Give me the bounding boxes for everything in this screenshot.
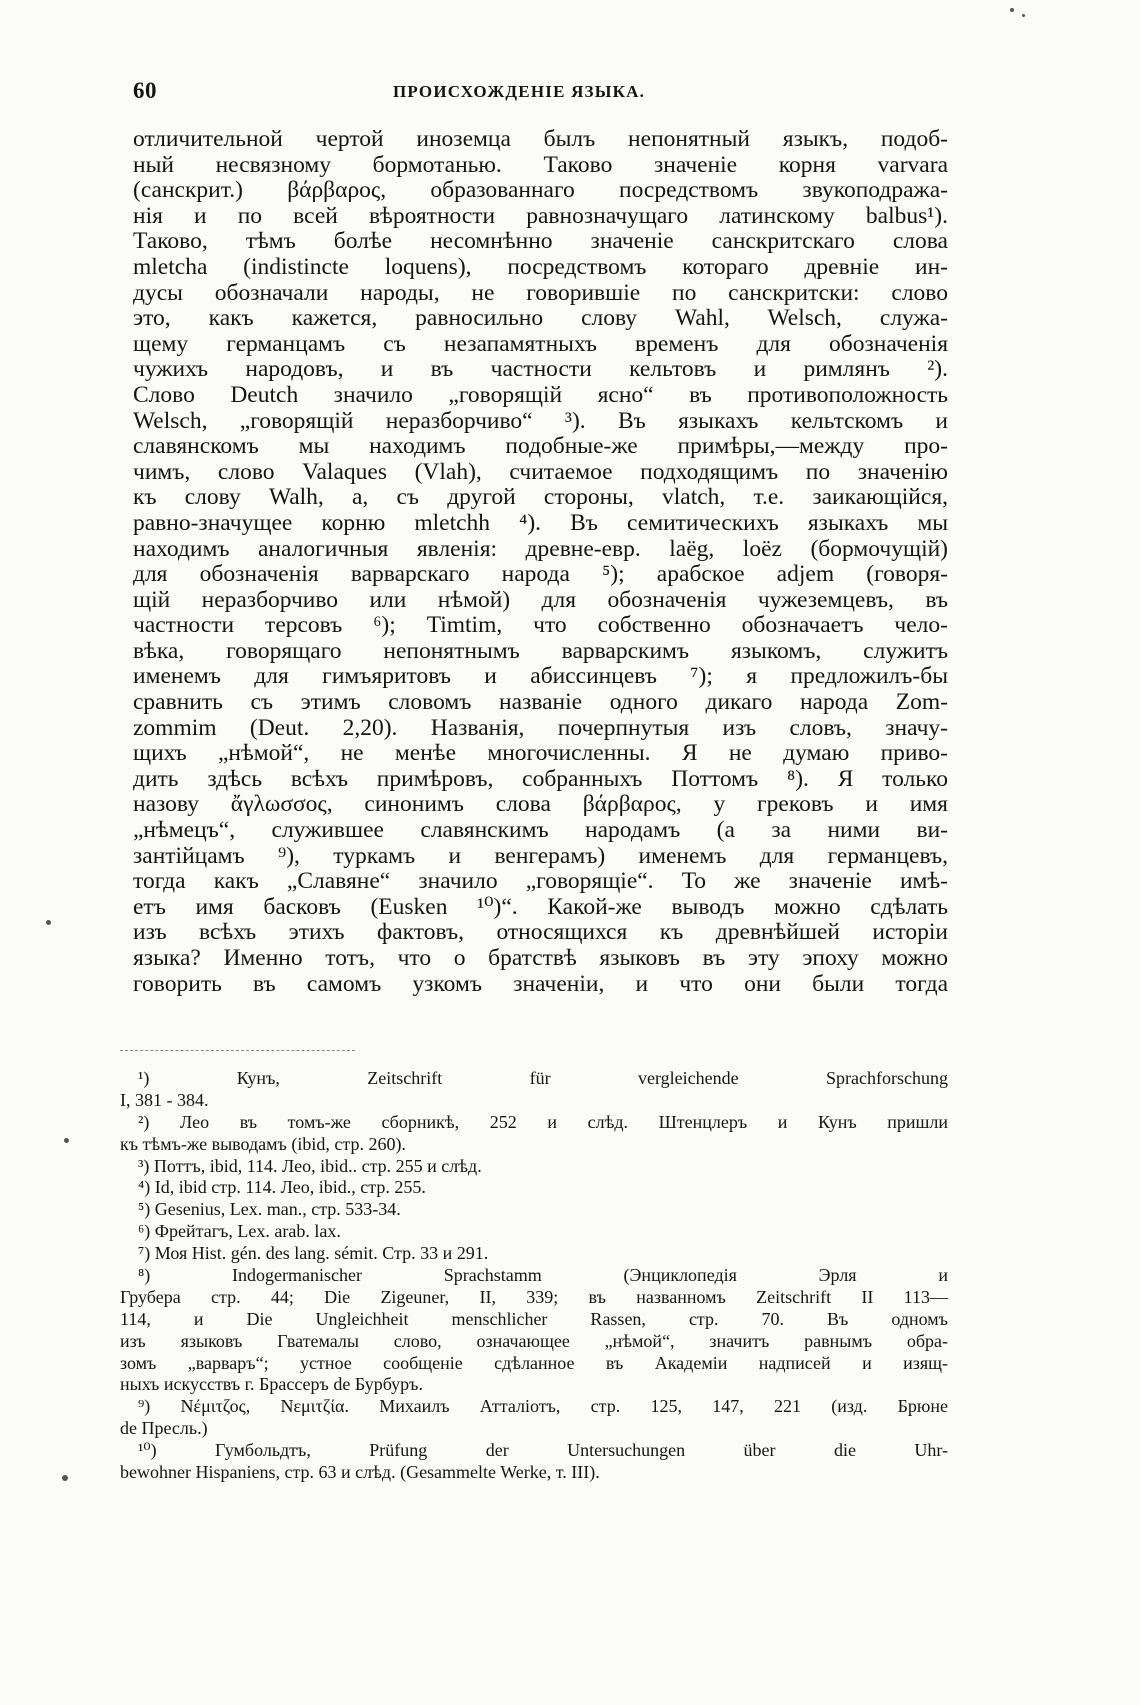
footnote-line: Грубера стр. 44; Die Zigeuner, II, 339; въ названномъ Zeitschrift II 113— [120,1286,948,1307]
text-line: сравнить съ этимъ словомъ названіе одного дикаго народа Zom- [133,689,948,716]
text-line: щему германцамъ съ незапамятныхъ временъ для обозначенія [133,330,948,357]
text-line: (санскрит.) βάρβαρος, образованнаго посредствомъ звукоподража- [133,177,948,204]
footnote-line: ⁷) Моя Hist. gén. des lang. sémit. Стр. 33 и 291. [138,1243,489,1264]
text-line: чимъ, слово Valaques (Vlah), считаемое подходящимъ по значенію [133,458,948,485]
text-line: зантійцамъ ⁹), туркамъ и венгерамъ) именемъ для германцевъ, [133,842,948,869]
text-line: дить здѣсь всѣхъ примѣровъ, собранныхъ Поттомъ ⁸). Я только [133,765,948,792]
scan-speck [46,920,51,925]
text-line: назову ἄγλωσσος, синонимъ слова βάρβαρος, у грековъ и имя [133,791,948,818]
text-line: ный несвязному бормотанью. Таково значеніе корня varvara [133,151,948,178]
footnote-line: 114, и Die Ungleichheit menschlicher Rassen, стр. 70. Въ одномъ [120,1308,948,1329]
text-line: къ слову Walh, а, съ другой стороны, vlatch, т.е. заикающійся, [133,484,948,511]
text-line: щихъ „нѣмой“, не менѣе многочисленны. Я не думаю приво- [133,740,948,767]
footnote-line: ⁵) Gesenius, Lex. man., стр. 533-34. [138,1199,401,1220]
text-line: щій неразборчиво или нѣмой) для обозначенія чужеземцевъ, въ [133,586,948,613]
main-text [133,127,948,997]
footnote-line: ⁸) Indogermanischer Sprachstamm (Энциклопедія Эрля и [138,1265,948,1286]
scan-speck [64,1138,69,1143]
text-line: изъ всѣхъ этихъ фактовъ, относящихся къ древнѣйшей исторіи [133,919,948,946]
footnote-separator [120,1050,355,1051]
text-line: славянскомъ мы находимъ подобные-же примѣры,—между про- [133,433,948,460]
footnote-line: ³) Поттъ, ibid, 114. Лео, ibid.. стр. 255 и слѣд. [138,1155,482,1176]
text-line: чужихъ народовъ, и въ частности кельтовъ и римлянъ ²). [133,356,948,383]
text-line: находимъ аналогичныя явленія: древне-евр. laëg, loëz (бормочущій) [133,535,948,562]
text-line: zommim (Deut. 2,20). Названія, почерпнутыя изъ словъ, значу- [133,714,948,741]
text-line: вѣка, говорящаго непонятнымъ варварскимъ языкомъ, служитъ [133,637,948,664]
scan-speck [1022,14,1025,17]
text-line: нія и по всей вѣроятности равнозначущаго латинскому balbus¹). [133,202,948,229]
footnotes [120,1068,948,1484]
text-line: тогда какъ „Славяне“ значило „говорящіе“. То же значеніе имѣ- [133,868,948,895]
text-line: „нѣмецъ“, служившее славянскимъ народамъ (а за ними ви- [133,817,948,844]
footnote-line: de Пресль.) [120,1418,208,1439]
page-header [133,78,948,114]
text-line: равно-значущее корню mletchh ⁴). Въ семитическихъ языкахъ мы [133,509,948,536]
footnote-line: ²) Лео въ томъ-же сборникѣ, 252 и слѣд. Штенцлеръ и Кунъ пришли [138,1111,948,1132]
text-line: языка? Именно тотъ, что о братствѣ языковъ въ эту эпоху можно [133,945,948,971]
running-title: ПРОИСХОЖДЕНІЕ ЯЗЫКА. [393,82,646,101]
footnote-line: ⁶) Фрейтагъ, Lex. arab. lax. [138,1221,341,1242]
footnote-line: къ тѣмъ-же выводамъ (ibid, стр. 260). [120,1133,406,1154]
page-number: 60 [133,78,157,103]
footnote-line: I, 381 - 384. [120,1089,209,1110]
footnote-line: изъ языковъ Гватемалы слово, означающее „нѣмой“, значитъ равнымъ обра- [120,1330,948,1351]
scan-speck [62,1475,68,1481]
text-line: Слово Deutch значило „говорящій ясно“ въ противоположность [133,381,948,408]
footnote-line: ныхъ искусствъ г. Брассеръ de Бурбуръ. [120,1374,423,1395]
text-line: это, какъ кажется, равносильно слову Wahl, Welsch, служа- [133,305,948,332]
text-line: отличительной чертой иноземца былъ непонятный языкъ, подоб- [133,126,948,152]
text-line: етъ имя басковъ (Eusken ¹⁰)“. Какой-же выводъ можно сдѣлать [133,893,948,920]
text-line: Welsch, „говорящій неразборчиво“ ³). Въ языкахъ кельтскомъ и [133,407,948,434]
scan-speck [1010,8,1014,12]
text-line: говорить въ самомъ узкомъ значеніи, и что они были тогда [133,970,948,997]
footnote-line: bewohner Hispaniens, стр. 63 и слѣд. (Gesammelte Werke, т. III). [120,1462,600,1483]
footnote-line: ⁹) Νέμιτζος, Νεμιτζία. Михаилъ Атталіотъ, стр. 125, 147, 221 (изд. Брюне [138,1396,948,1417]
footnote-line: ¹⁰) Гумбольдтъ, Prüfung der Untersuchungen über die Uhr- [138,1440,948,1461]
footnote-line: зомъ „варваръ“; устное сообщеніе сдѣланное въ Академіи надписей и изящ- [120,1352,948,1373]
text-line: Таково, тѣмъ болѣе несомнѣнно значеніе санскритскаго слова [133,228,948,255]
text-line: частности терсовъ ⁶); Timtim, что собственно обозначаетъ чело- [133,612,948,639]
footnote-line: ¹) Кунъ, Zeitschrift für vergleichende Sprachforschung [138,1068,948,1088]
text-line: mletcha (indistincte loquens), посредствомъ котораго древніе ин- [133,253,948,280]
text-line: именемъ для гимъяритовъ и абиссинцевъ ⁷); я предложилъ-бы [133,663,948,690]
text-line: для обозначенія варварскаго народа ⁵); арабское adjem (говоря- [133,561,948,588]
text-line: дусы обозначали народы, не говорившіе по санскритски: слово [133,279,948,306]
footnote-line: ⁴) Id, ibid стр. 114. Лео, ibid., стр. 255. [138,1177,426,1198]
